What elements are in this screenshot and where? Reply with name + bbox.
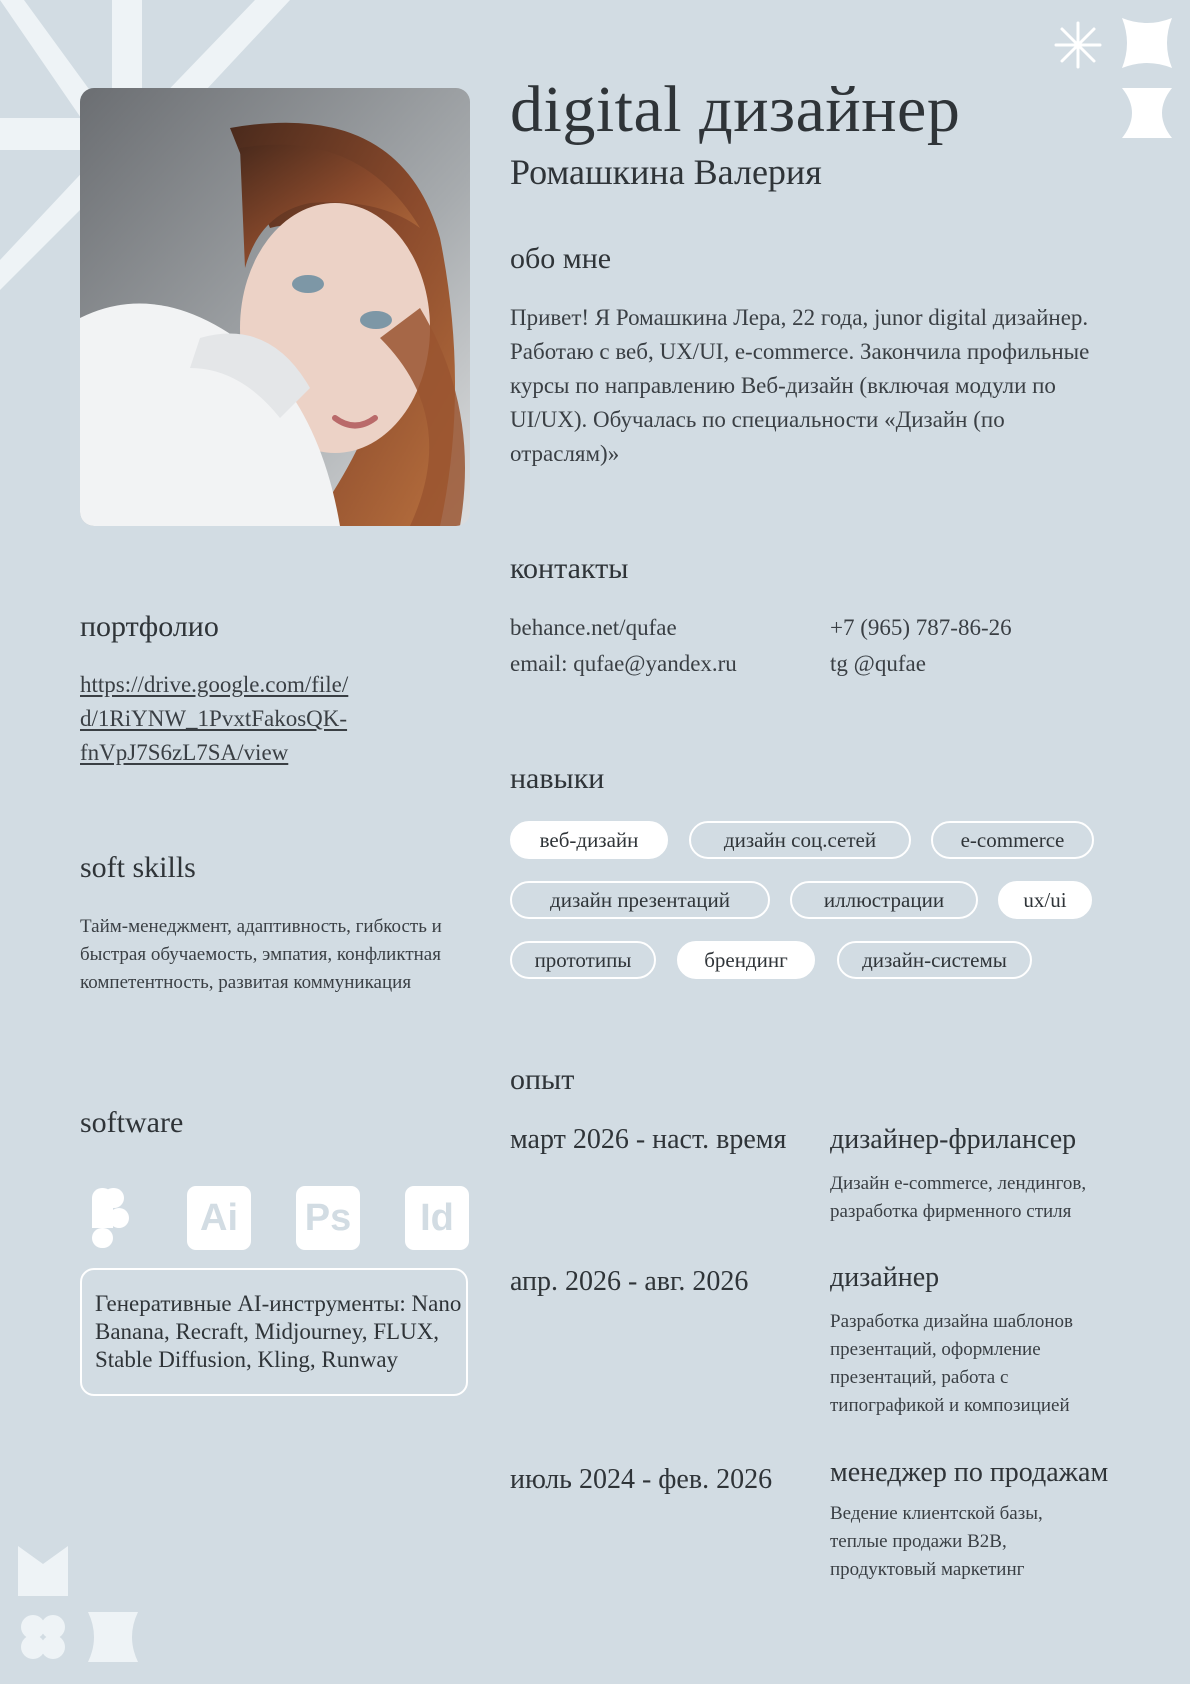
experience-heading: опыт [510,1063,575,1096]
behance-link[interactable]: behance.net/qufae [510,615,677,640]
experience-role: дизайнер-фрилансер [830,1124,1077,1155]
page-title: digital дизайнер [510,73,961,146]
experience-dates: апр. 2026 - авг. 2026 [510,1266,749,1297]
bowtie-icon [88,1612,138,1662]
about-heading: обо мне [510,242,612,275]
indesign-icon: Id [405,1186,469,1250]
experience-role: менеджер по продажам [830,1457,1109,1488]
contacts-heading: контакты [510,552,629,585]
about-text: Привет! Я Ромашкина Лера, 22 года, junor digital дизайнер. Работаю с веб, UX/UI, e-commerce. Закончила профильные курсы по направлению Веб-дизайн (включая модули по UI/UX). Обучалась по специальности «Дизайн (по отраслям)» [510,305,1090,466]
soft-skills-text: Тайм-менеджмент, адаптивность, гибкость и быстрая обучаемость, эмпатия, конфликтная компетентность, развитая коммуникация [80,916,442,993]
skill-tag: ux/ui [998,881,1092,919]
software-heading: software [80,1106,184,1139]
skills-heading: навыки [510,762,605,795]
email-link[interactable]: email: qufae@yandex.ru [510,651,737,676]
hourglass-icon [1122,88,1172,138]
candidate-name: Ромашкина Валерия [510,152,822,192]
skill-tag: брендинг [677,941,815,979]
telegram-link[interactable]: tg @qufae [830,651,926,676]
illustrator-icon: Ai [187,1186,251,1250]
skill-tag: дизайн-системы [837,941,1032,979]
experience-description: Разработка дизайна шаблонов презентаций, оформление презентаций, работа с типографикой и композицией [830,1311,1073,1416]
experience-description: Ведение клиентской базы, теплые продажи B2B, продуктовый маркетинг [830,1503,1043,1580]
phone-number[interactable]: +7 (965) 787-86-26 [830,615,1012,640]
experience-role: дизайнер [830,1262,940,1293]
skill-tag: веб-дизайн [510,821,668,859]
experience-description: Дизайн e-commerce, лендингов, разработка фирменного стиля [830,1173,1087,1222]
soft-skills-heading: soft skills [80,851,196,884]
portfolio-link-line[interactable]: d/1RiYNW_1PvxtFakosQK- [80,706,348,731]
skill-tag: дизайн презентаций [510,881,770,919]
skill-tag: e-commerce [931,821,1094,859]
skill-tag: иллюстрации [790,881,978,919]
photoshop-icon: Ps [296,1186,360,1250]
ai-tools-box: Генеративные AI-инструменты: Nano Banana, Recraft, Midjourney, FLUX, Stable Diffusion, Kling, Runway [80,1268,468,1396]
figma-icon [88,1186,138,1250]
clover-icon [18,1612,68,1662]
portfolio-heading: портфолио [80,610,219,643]
skill-tag: дизайн соц.сетей [689,821,911,859]
portfolio-link-line[interactable]: https://drive.google.com/file/ [80,672,349,697]
experience-dates: март 2026 - наст. время [510,1124,787,1155]
tulip-icon [18,1546,68,1596]
portfolio-link[interactable] [80,668,480,770]
experience-dates: июль 2024 - фев. 2026 [510,1464,773,1495]
profile-photo [80,88,470,526]
sparkle-icon [1053,20,1103,70]
quatrefoil-icon [1122,18,1172,68]
portfolio-link-line[interactable]: fnVpJ7S6zL7SA/view [80,740,289,765]
skill-tag: прототипы [510,941,656,979]
